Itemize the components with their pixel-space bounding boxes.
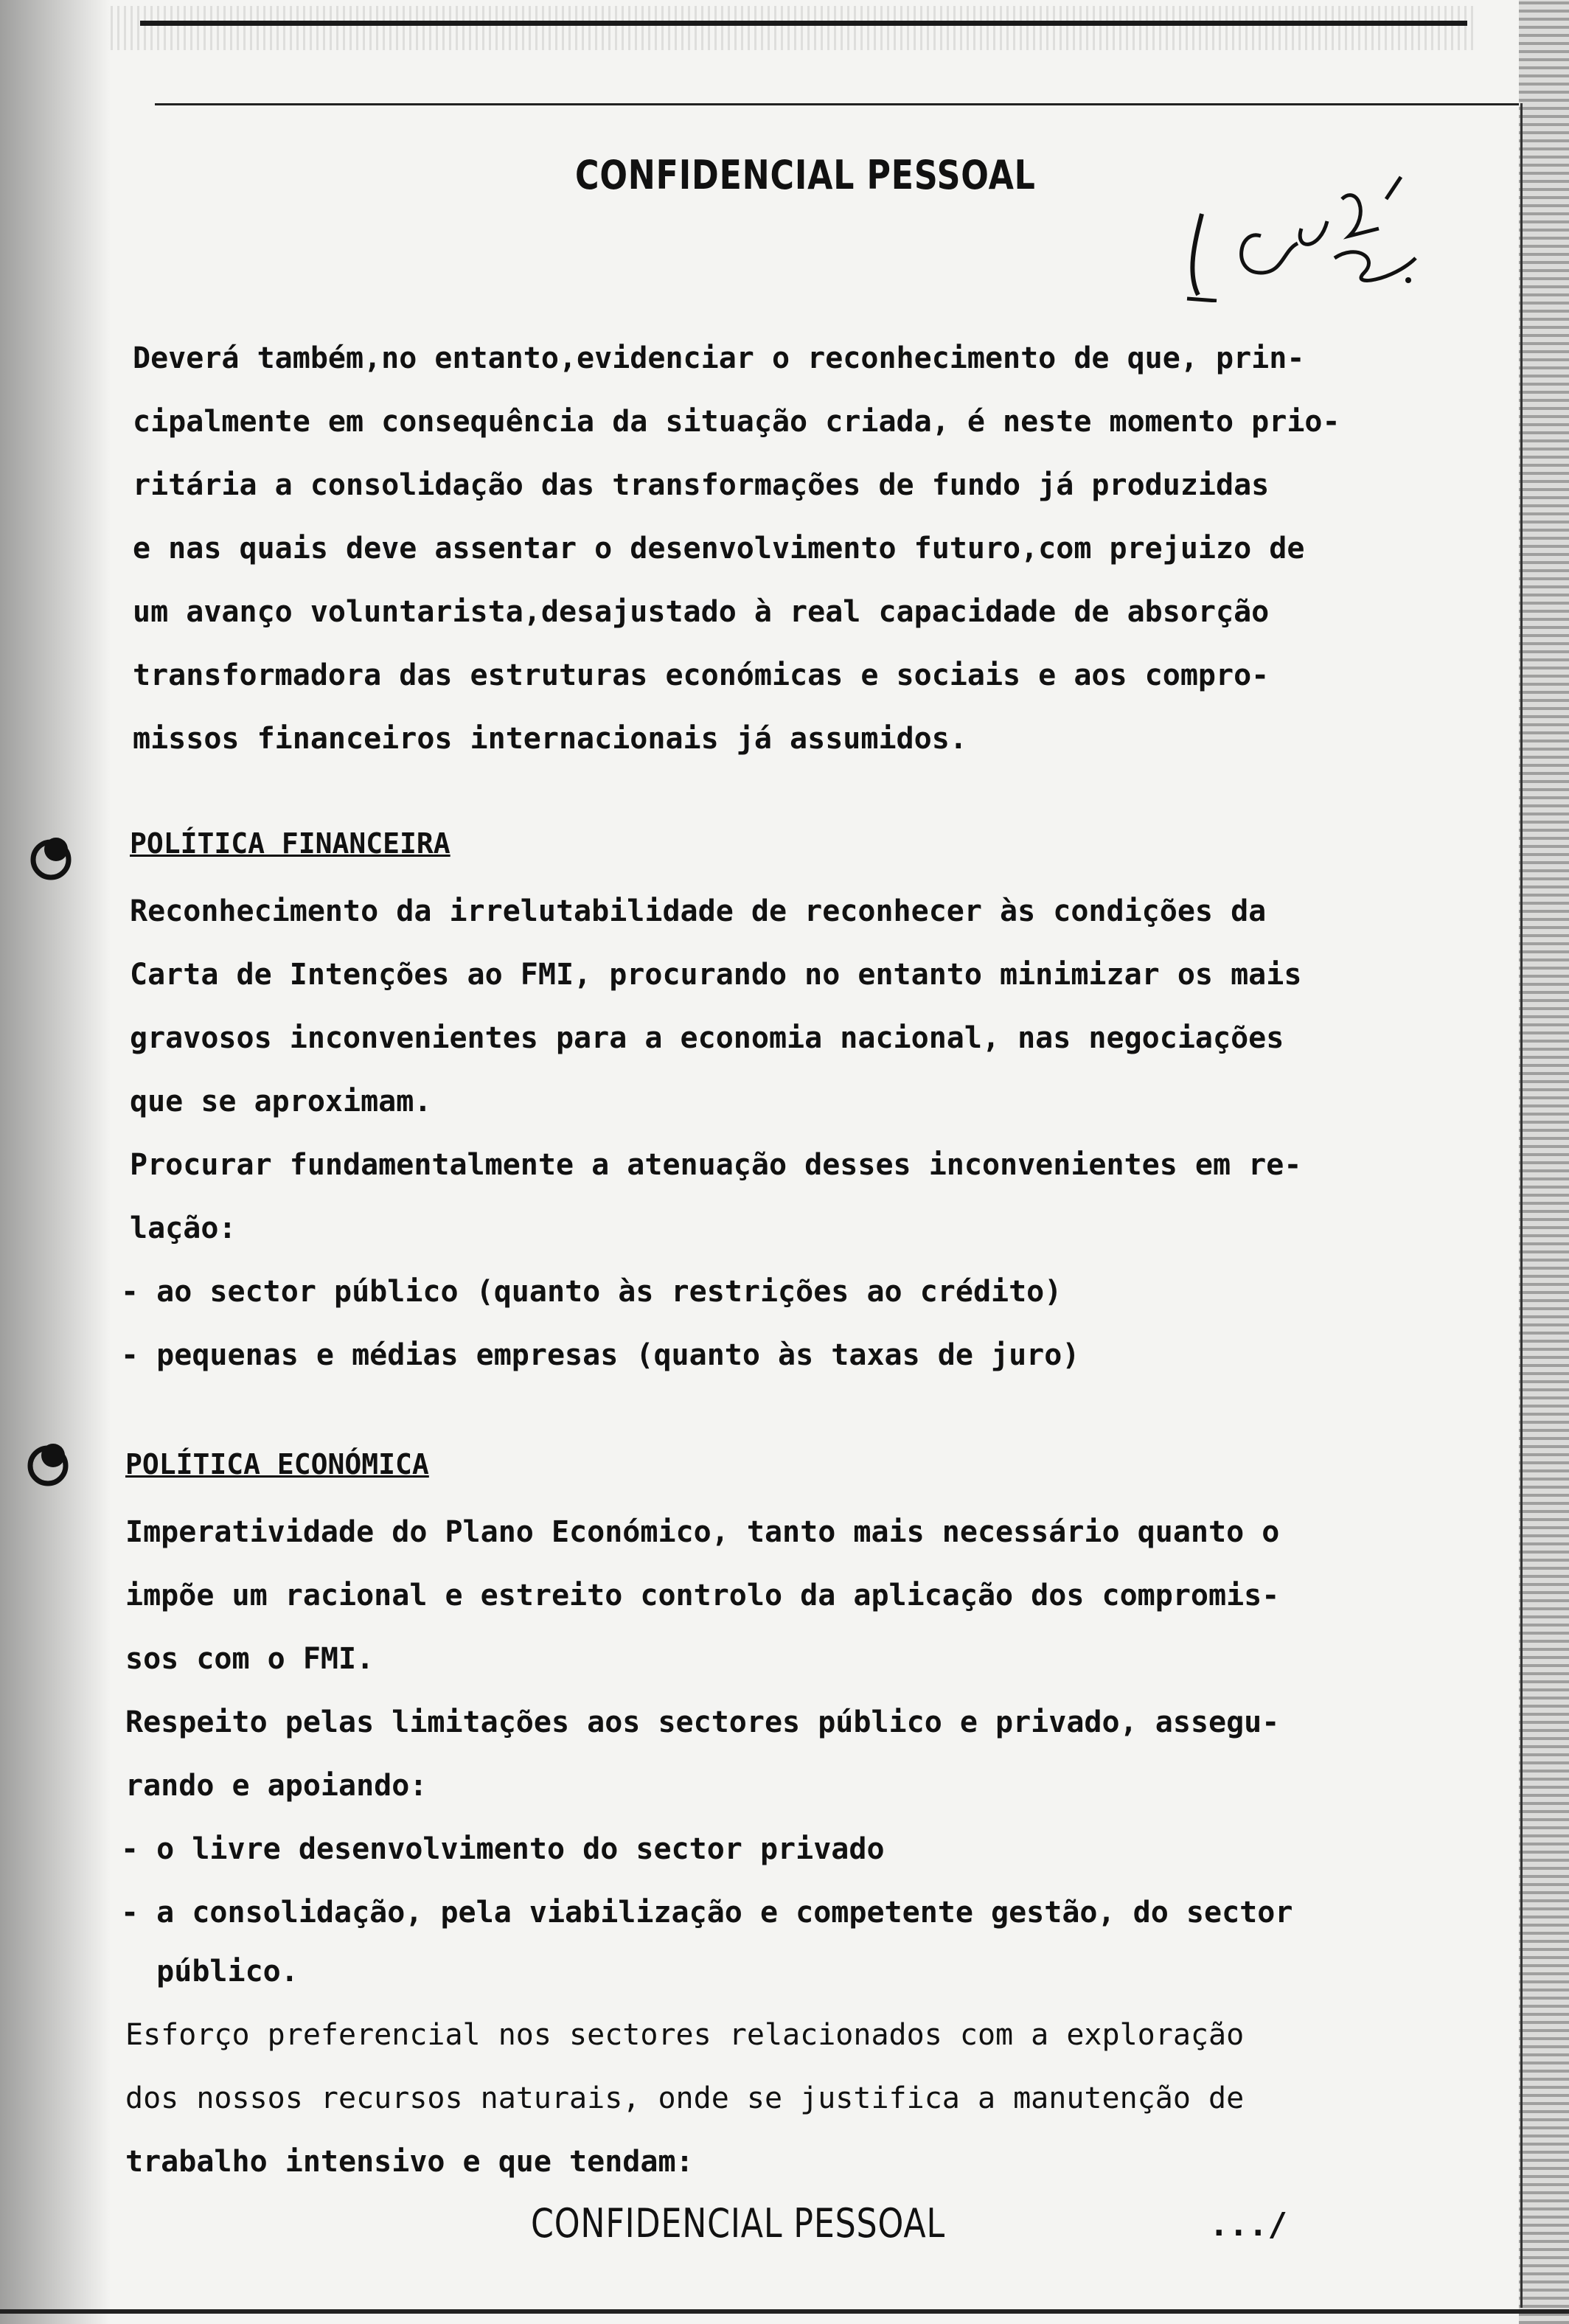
intro-line: Deverá também,no entanto,evidenciar o reconhecimento de que, prin- — [133, 341, 1305, 375]
section-line: Esforço preferencial nos sectores relacionados com a exploração — [125, 2018, 1245, 2052]
intro-line: missos financeiros internacionais já assumidos. — [133, 722, 967, 756]
section-line: Reconhecimento da irrelutabilidade de reconhecer às condições da — [130, 894, 1267, 928]
list-item: - o livre desenvolvimento do sector privado — [121, 1832, 885, 1866]
section-line: dos nossos recursos naturais, onde se justifica a manutenção de — [125, 2081, 1245, 2115]
section-line: impõe um racional e estreito controlo da aplicação dos compromis- — [125, 1579, 1280, 1612]
header-title: CONFIDENCIAL PESSOAL — [575, 152, 1036, 198]
list-item: - pequenas e médias empresas (quanto às taxas de juro) — [121, 1338, 1080, 1372]
bottom-rule — [0, 2309, 1569, 2314]
list-item: - ao sector público (quanto às restrições ao crédito) — [121, 1275, 1062, 1309]
footer-title: CONFIDENCIAL PESSOAL — [531, 2200, 945, 2247]
section-line: Imperatividade do Plano Económico, tanto mais necessário quanto o — [125, 1515, 1280, 1549]
intro-line: transformadora das estruturas económicas e sociais e aos compro- — [133, 658, 1270, 692]
section-line: rando e apoiando: — [125, 1769, 428, 1803]
intro-line: cipalmente em consequência da situação criada, é neste momento prio- — [133, 405, 1340, 439]
scan-edge — [1519, 0, 1569, 2324]
intro-line: ritária a consolidação das transformações de fundo já produzidas — [133, 468, 1270, 502]
section-line: que se aproximam. — [130, 1085, 432, 1118]
section-line: trabalho intensivo e que tendam: — [125, 2145, 694, 2179]
section-line: Procurar fundamentalmente a atenuação desses inconvenientes em re- — [130, 1148, 1302, 1182]
section-line: sos com o FMI. — [125, 1642, 375, 1676]
right-rule — [1520, 103, 1523, 2308]
section-heading-financeira: POLÍTICA FINANCEIRA — [130, 827, 450, 860]
top-rule — [140, 21, 1467, 26]
handwritten-initials — [1172, 170, 1423, 302]
section-heading-economica: POLÍTICA ECONÓMICA — [125, 1448, 429, 1481]
section-line: lação: — [130, 1211, 237, 1245]
punch-hole-icon — [25, 832, 77, 883]
section-line: gravosos inconvenientes para a economia nacional, nas negociações — [130, 1021, 1284, 1055]
intro-line: e nas quais deve assentar o desenvolvimento futuro,com prejuizo de — [133, 532, 1305, 566]
section-line: Carta de Intenções ao FMI, procurando no entanto minimizar os mais — [130, 958, 1302, 992]
scan-smudge — [111, 6, 1475, 50]
section-line: Respeito pelas limitações aos sectores público e privado, assegu- — [125, 1705, 1280, 1739]
continuation-mark: .../ — [1209, 2206, 1287, 2244]
list-item: - a consolidação, pela viabilização e competente gestão, do sector — [121, 1896, 1293, 1930]
scan-shadow — [0, 0, 111, 2324]
punch-hole-icon — [22, 1438, 74, 1489]
list-item: público. — [121, 1955, 299, 1989]
intro-line: um avanço voluntarista,desajustado à real capacidade de absorção — [133, 595, 1270, 629]
frame-rule — [155, 103, 1519, 105]
